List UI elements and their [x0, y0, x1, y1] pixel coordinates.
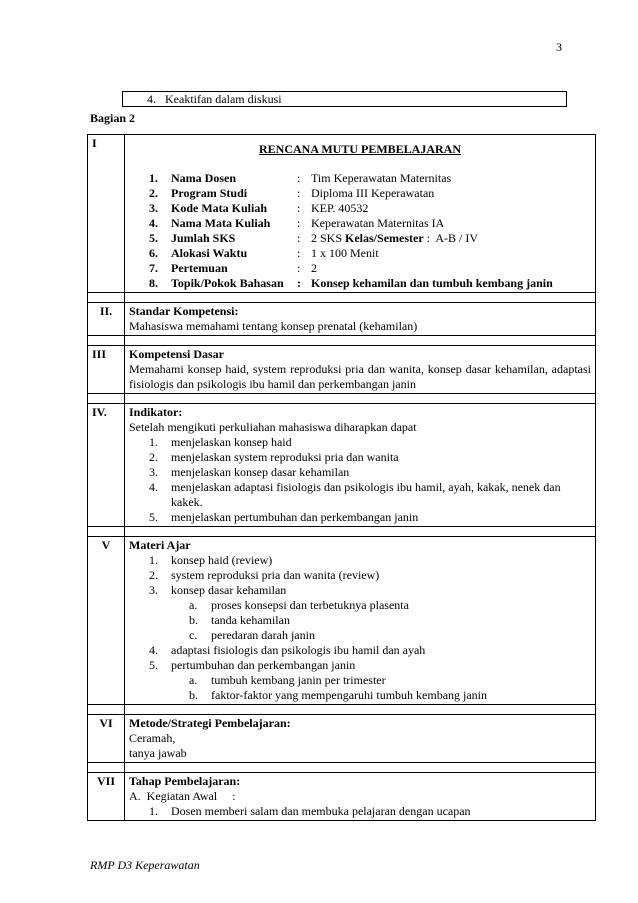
course-info-row [129, 231, 591, 246]
item-number: 3. [149, 465, 158, 479]
indicator-item [129, 510, 591, 525]
info-colon: : [297, 171, 301, 185]
material-subitem [129, 673, 591, 688]
course-info-row [129, 201, 591, 216]
item-text: tumbuh kembang janin per trimester [211, 673, 386, 687]
course-info-row [129, 216, 591, 231]
item-number: 6. [149, 246, 158, 260]
info-value-wrap [311, 186, 434, 201]
section-4-intro: Setelah mengikuti perkuliahan mahasiswa diharapkan dapat [129, 420, 417, 434]
page-number: 3 [556, 40, 562, 54]
section-2-row [88, 303, 596, 336]
info-label: Nama Dosen [171, 171, 236, 185]
section-6-row [88, 715, 596, 763]
indicator-list [129, 435, 591, 525]
section-2-number: II. [88, 303, 125, 336]
item-text: menjelaskan konsep dasar kehamilan [171, 465, 350, 479]
item-text: menjelaskan system reproduksi pria dan wanita [171, 450, 399, 464]
course-info-list [129, 171, 591, 291]
course-info-row [129, 171, 591, 186]
section-4-row [88, 404, 596, 527]
info-value-wrap [311, 246, 379, 261]
info-value: Konsep kehamilan dan tumbuh kembang janin [311, 276, 553, 290]
section-1-row [88, 135, 596, 293]
item-number: 1. [149, 804, 158, 818]
info-label: Topik/Pokok Bahasan [171, 276, 284, 290]
item-number: 4. [149, 643, 158, 657]
item-text: peredaran darah janin [211, 628, 315, 642]
item-number: 8. [149, 276, 158, 290]
item-number: 5. [149, 231, 158, 245]
indicator-item [129, 480, 591, 510]
item-number: 7. [149, 261, 158, 275]
section-5-number: V [88, 537, 125, 705]
item-number: 4. [149, 480, 158, 494]
info-colon: : [297, 231, 301, 245]
section-6-content [125, 715, 596, 763]
info-value-wrap [311, 201, 368, 216]
section-7-row [88, 773, 596, 821]
info-label: Program Studi [171, 186, 248, 200]
footer-text: RMP D3 Keperawatan [90, 858, 200, 872]
info-colon: : [297, 201, 301, 215]
item-text: menjelaskan konsep haid [171, 435, 292, 449]
info-colon: : [297, 216, 301, 230]
info-label: Kode Mata Kuliah [171, 201, 268, 215]
info-colon: : [297, 276, 301, 290]
previous-list-item [122, 91, 567, 107]
item-number: 3. [149, 201, 158, 215]
section-3-content [125, 346, 596, 394]
item-number: 4. [149, 216, 158, 230]
section-1-content [125, 135, 596, 293]
info-value: KEP. 40532 [311, 201, 369, 215]
item-text: adaptasi fisiologis dan psikologis ibu hamil dan ayah [171, 643, 426, 657]
section-5-content [125, 537, 596, 705]
info-extra-value: : A-B / IV [423, 231, 478, 245]
section-3-row [88, 346, 596, 394]
item-number: b. [189, 613, 198, 627]
materials-list [129, 553, 591, 703]
section-4-number: IV. [88, 404, 125, 527]
info-value-wrap [311, 231, 478, 246]
indicator-item [129, 465, 591, 480]
info-label: Nama Mata Kuliah [171, 216, 271, 230]
info-colon: : [297, 186, 301, 200]
section-7-heading: Tahap Pembelajaran: [129, 774, 241, 788]
item-text: system reproduksi pria dan wanita (review) [171, 568, 380, 582]
info-label: Jumlah SKS [171, 231, 236, 245]
course-info-row [129, 246, 591, 261]
item-text: menjelaskan adaptasi fisiologis dan psikologis ibu hamil, ayah, kakak, nenek dan kakek. [171, 480, 561, 509]
section-2-content [125, 303, 596, 336]
info-value-wrap [311, 261, 317, 276]
opening-activity-item [129, 804, 591, 819]
item-number: 1. [149, 171, 158, 185]
method-line: tanya jawab [129, 746, 187, 760]
method-line: Ceramah, [129, 731, 176, 745]
course-info-row [129, 276, 591, 291]
plan-title: RENCANA MUTU PEMBELAJARAN [258, 142, 461, 156]
section-3-heading: Kompetensi Dasar [129, 347, 224, 361]
info-value: Tim Keperawatan Maternitas [311, 171, 452, 185]
item-text: faktor-faktor yang mempengaruhi tumbuh kembang janin [211, 688, 488, 702]
material-subitem [129, 598, 591, 613]
item-number: 5. [149, 510, 158, 524]
material-subitem [129, 688, 591, 703]
info-label: Pertemuan [171, 261, 228, 275]
info-value: 2 [311, 261, 317, 275]
info-value-wrap [311, 276, 553, 291]
material-subitem [129, 628, 591, 643]
item-text: konsep dasar kehamilan [171, 583, 287, 597]
info-value: Keperawatan Maternitas IA [311, 216, 445, 230]
lesson-plan-table [87, 134, 596, 821]
section-label: Bagian 2 [90, 111, 136, 125]
info-label: Alokasi Waktu [171, 246, 248, 260]
section-4-content [125, 404, 596, 527]
item-text: proses konsepsi dan terbetuknya plasenta [211, 598, 409, 612]
item-number: a. [189, 598, 198, 612]
section-3-text: Memahami konsep haid, system reproduksi pria dan wanita, konsep dasar kehamilan, adaptasi fisiologis dan psikologis ibu hamil dan perkembangan janin [129, 362, 591, 391]
section-2-heading: Standar Kompetensi: [129, 304, 239, 318]
item-number: a. [189, 673, 198, 687]
info-value: Diploma III Keperawatan [311, 186, 435, 200]
item-number: b. [189, 688, 198, 702]
item-number: c. [189, 628, 198, 642]
item-number: 1. [149, 435, 158, 449]
item-text: konsep haid (review) [171, 553, 273, 567]
item-text: tanda kehamilan [211, 613, 290, 627]
course-info-row [129, 186, 591, 201]
item-number: 2. [149, 450, 158, 464]
material-item [129, 553, 591, 568]
item-number: 5. [149, 658, 158, 672]
section-4-heading: Indikator: [129, 405, 183, 419]
item-number: 1. [149, 553, 158, 567]
info-colon: : [297, 246, 301, 260]
material-item [129, 568, 591, 583]
info-value-wrap [311, 216, 444, 231]
opening-activity-label: A. Kegiatan Awal : [129, 789, 236, 803]
indicator-item [129, 435, 591, 450]
info-colon: : [297, 261, 301, 275]
section-2-text: Mahasiswa memahami tentang konsep prenatal (kehamilan) [129, 319, 418, 333]
item-number: 2. [149, 568, 158, 582]
course-info-row [129, 261, 591, 276]
material-item [129, 658, 591, 673]
item-number: 3. [149, 583, 158, 597]
material-item [129, 643, 591, 658]
item-number: 2. [149, 186, 158, 200]
item-text: menjelaskan pertumbuhan dan perkembangan janin [171, 510, 419, 524]
material-subitem [129, 613, 591, 628]
section-7-content [125, 773, 596, 821]
previous-list-item-text [147, 92, 282, 106]
section-5-heading: Materi Ajar [129, 538, 191, 552]
section-5-row [88, 537, 596, 705]
section-7-number: VII [88, 773, 125, 821]
section-3-number: III [88, 346, 125, 394]
item-number: 4. [147, 92, 156, 106]
info-value: 1 x 100 Menit [311, 246, 379, 260]
item-text: pertumbuhan dan perkembangan janin [171, 658, 356, 672]
section-6-number: VI [88, 715, 125, 763]
indicator-item [129, 450, 591, 465]
info-extra-label: Kelas/Semester [345, 231, 424, 245]
section-6-heading: Metode/Strategi Pembelajaran: [129, 716, 291, 730]
item-text: Keaktifan dalam diskusi [165, 92, 282, 106]
info-value: 2 SKS [311, 231, 343, 245]
item-text: Dosen memberi salam dan membuka pelajaran dengan ucapan [171, 804, 471, 818]
material-item [129, 583, 591, 598]
info-value-wrap [311, 171, 451, 186]
section-1-number: I [88, 135, 125, 293]
